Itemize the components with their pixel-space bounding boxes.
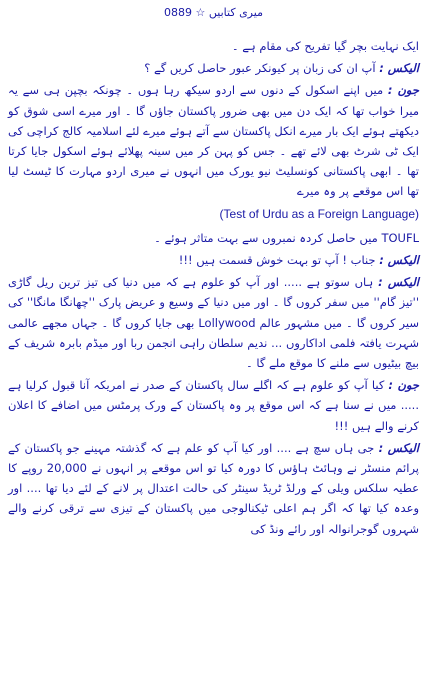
speaker-label: جون : xyxy=(387,83,419,98)
paragraph xyxy=(8,375,419,436)
paragraph-text: ہاں سوتو ہے ..... اور آپ کو علوم ہے کہ میں دنیا کی تیز ترین ریل گاڑی ''تیز گام'' میں سفر کروں گا ۔ اور میں دنیا کے وسیع و عریض پارک ''چھانگا مانگا'' کی سیر کروں گا ۔ میں مشہور عالم Lollywood بھی جایا کروں گا ۔ جہاں مجھے عالمی شہرت یافتہ فلمی اداکاروں ... ندیم سلطان راہی انجمن ربا اور میڈم بابرہ شریف کے بیچ بیٹیوں سے ملنے کا موقع ملے گا ۔ xyxy=(8,275,419,371)
header-number: 0889 xyxy=(164,6,193,19)
paragraph-text: ایک نہایت بچر گیا تفریح کی مقام ہے ۔ xyxy=(231,39,419,53)
article-body xyxy=(8,36,419,539)
paragraph-text: میں اپنے اسکول کے دنوں سے اردو سیکھ رہا ہوں ۔ چونکہ بچپن ہی سے یہ میرا خواب تھا کہ ایک دن میں بھی ضرور پاکستان جاؤں گا ۔ اور میرے اسی شوق کو دیکھتے ہوئے ایک بار میرے انکل پاکستان سے آتے ہوئے میرے لئے اسلامیہ کالج کراچی کی ایک ٹی شرٹ بھی لائے تھے ۔ جس کو پہن کر میں سینہ پھلائے ہوئے اسکول جایا کرتا تھا ۔ ابھی پاکستانی کونسلیٹ نیو یورک میں انہوں نے میری اردو مہارت کا ٹیسٹ لیا تھا اس موقعے پر وہ میرے xyxy=(8,83,419,199)
header-title: میری کتابیں xyxy=(208,6,263,19)
speaker-label: الیکس : xyxy=(379,253,419,268)
paragraph-text: TOUFL میں حاصل کردہ نمبروں سے بہت متاثر ہوئے ۔ xyxy=(154,230,419,245)
paragraph-text: جی ہاں سچ ہے .... اور کیا آپ کو علم ہے کہ گذشتہ مہینے جو پاکستان کے پرائم منسٹر نے وہائٹ ہاؤس کا دورہ کیا تو اس موقعے پر انہوں نے 20,000 روپے کا عطیہ سلکس ویلی کے ورلڈ ٹریڈ سینٹر کی حالت اعتدال پر لانے کے لئے دیا تھا .... اور وعدہ کیا تھا کہ اگر ہم اعلی ٹیکنالوجی میں پاکستان کے تیزی سے ترقی کرنے والے شہروں گوجرانوالہ اور رائے ونڈ کی xyxy=(8,440,419,536)
speaker-label: الیکس : xyxy=(378,275,420,290)
paragraph xyxy=(8,250,419,270)
speaker-label: الیکس : xyxy=(379,61,419,76)
paragraph xyxy=(8,36,419,56)
paragraph xyxy=(8,80,419,201)
paragraph xyxy=(8,204,419,224)
paragraph xyxy=(8,58,419,78)
paragraph xyxy=(8,228,419,248)
page-header xyxy=(8,6,419,20)
paragraph-text: آپ ان کی زبان پر کیونکر عبور حاصل کریں گے ؟ xyxy=(144,61,380,76)
speaker-label: جون : xyxy=(388,378,419,393)
paragraph-text: کیا آپ کو علوم ہے کہ اگلے سال پاکستان کے صدر نے امریکہ آنا قبول کرلیا ہے ..... میں نے سنا ہے کہ اس موقع پر وہ پاکستان کے ورک پرمٹس میں اضافے کا اعلان کرنے والے ہیں !!! xyxy=(8,378,419,433)
star-icon: ☆ xyxy=(195,6,206,19)
paragraph xyxy=(8,272,419,373)
paragraph-text: جناب ! آپ تو بہت خوش قسمت ہیں !!! xyxy=(178,253,380,268)
english-phrase: (Test of Urdu as a Foreign Language) xyxy=(219,206,419,221)
speaker-label: الیکس : xyxy=(378,440,419,455)
paragraph xyxy=(8,438,419,539)
